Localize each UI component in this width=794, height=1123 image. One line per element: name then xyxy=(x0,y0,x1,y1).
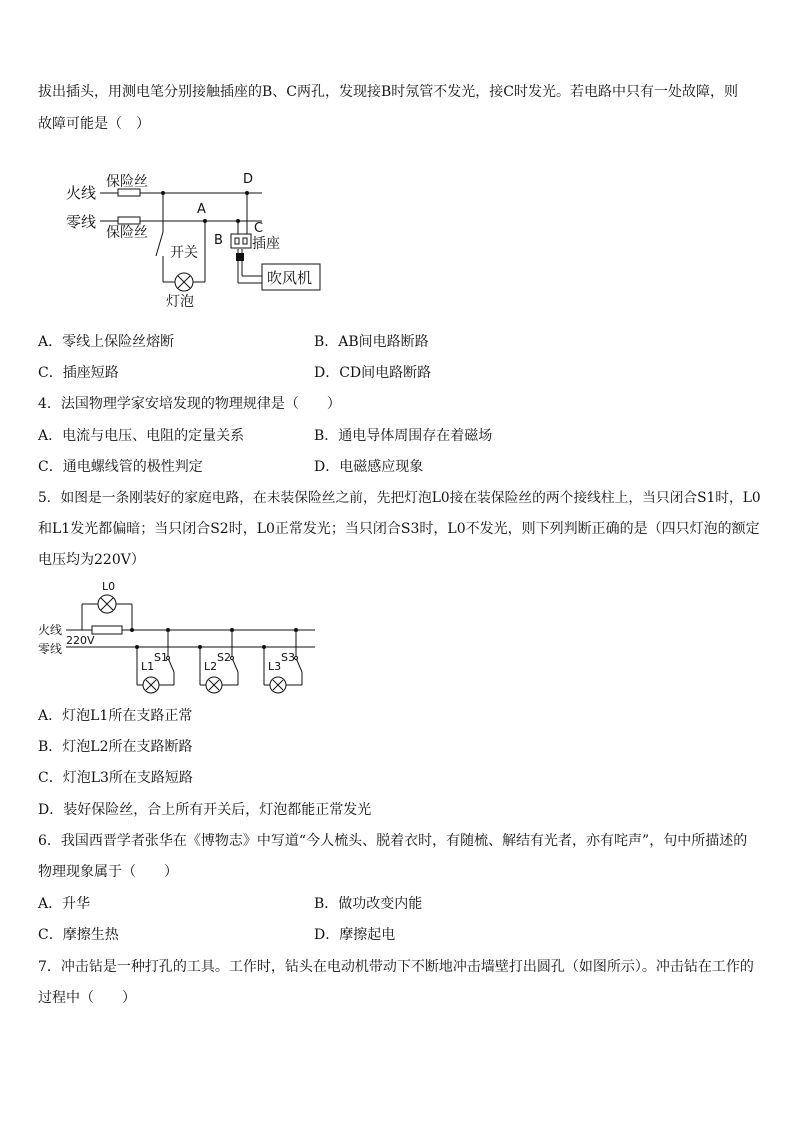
q4-option-c: C．通电螺线管的极性判定 xyxy=(38,459,203,475)
q5-stem-line1: 5．如图是一条刚装好的家庭电路，在未装保险丝之前，先把灯泡L0接在装保险丝的两个接线柱上，当只闭合S1时，L0 xyxy=(38,490,761,506)
q6-stem-line1: 6．我国西晋学者张华在《博物志》中写道“今人梳头、脱着衣时，有随梳、解结有光者，亦有咤声”，句中所描述的 xyxy=(38,833,748,849)
s1-label: S1 xyxy=(154,651,168,664)
switch-label: 开关 xyxy=(170,245,198,261)
live-wire-label: 火线 xyxy=(66,184,97,202)
q5-option-b: B．灯泡L2所在支路断路 xyxy=(38,739,193,755)
live-wire-label-5: 火线 xyxy=(38,623,63,637)
q3-option-c: C．插座短路 xyxy=(38,365,119,381)
node-d-label: D xyxy=(243,172,254,187)
l1-label: L1 xyxy=(141,660,155,673)
q6-stem-line2: 物理现象属于（ ） xyxy=(38,864,178,880)
q5-option-c: C．灯泡L3所在支路短路 xyxy=(38,770,193,786)
fuse-label-bottom: 保险丝 xyxy=(106,225,148,241)
fuse-label-top: 保险丝 xyxy=(106,174,148,190)
q5-stem-line3: 电压均为220V） xyxy=(38,552,145,568)
l0-label: L0 xyxy=(102,580,116,593)
neutral-wire-label: 零线 xyxy=(66,213,97,231)
q3-stem-line1: 拔出插头，用测电笔分别接触插座的B、C两孔，发现接B时氖管不发光，接C时发光。若电路中只有一处故障，则 xyxy=(38,84,738,100)
q6-option-d: D．摩擦起电 xyxy=(314,927,396,943)
s3-label: S3 xyxy=(281,651,295,664)
q6-option-c: C．摩擦生热 xyxy=(38,927,119,943)
q4-option-d: D．电磁感应现象 xyxy=(314,459,424,475)
socket-label: 插座 xyxy=(252,236,280,252)
bulb-label: 灯泡 xyxy=(166,294,194,310)
q3-option-b: B．AB间电路断路 xyxy=(314,334,429,350)
neutral-wire-label-5: 零线 xyxy=(38,642,63,656)
q5-option-d: D．装好保险丝，合上所有开关后，灯泡都能正常发光 xyxy=(38,802,372,818)
voltage-label: 220V xyxy=(66,634,95,647)
q3-circuit-diagram xyxy=(60,168,360,318)
q5-circuit-diagram xyxy=(36,576,320,700)
l3-label: L3 xyxy=(268,660,282,673)
q4-option-b: B．通电导体周围存在着磁场 xyxy=(314,428,493,444)
dryer-label: 吹风机 xyxy=(267,269,313,287)
q4-stem: 4．法国物理学家安培发现的物理规律是（ ） xyxy=(38,396,341,412)
q7-stem-line1: 7．冲击钻是一种打孔的工具。工作时，钻头在电动机带动下不断地冲击墙壁打出圆孔（如图所示）。冲击钻在工作的 xyxy=(38,959,754,975)
q3-option-d: D．CD间电路断路 xyxy=(314,365,432,381)
q3-option-a: A．零线上保险丝熔断 xyxy=(38,334,175,350)
q6-option-a: A．升华 xyxy=(38,896,91,912)
q5-option-a: A．灯泡L1所在支路正常 xyxy=(38,708,193,724)
node-c-label: C xyxy=(254,221,264,236)
node-b-label: B xyxy=(214,233,223,248)
q5-stem-line2: 和L1发光都偏暗；当只闭合S2时，L0正常发光；当只闭合S3时，L0不发光，则下列判断正确的是（四只灯泡的额定 xyxy=(38,521,760,537)
q7-stem-line2: 过程中（ ） xyxy=(38,990,136,1006)
q6-option-b: B．做功改变内能 xyxy=(314,896,423,912)
node-a-label: A xyxy=(197,202,206,217)
s2-label: S2 xyxy=(217,651,231,664)
q3-stem-line2: 故障可能是（ ） xyxy=(38,116,150,132)
q4-option-a: A．电流与电压、电阻的定量关系 xyxy=(38,428,245,444)
l2-label: L2 xyxy=(204,660,218,673)
